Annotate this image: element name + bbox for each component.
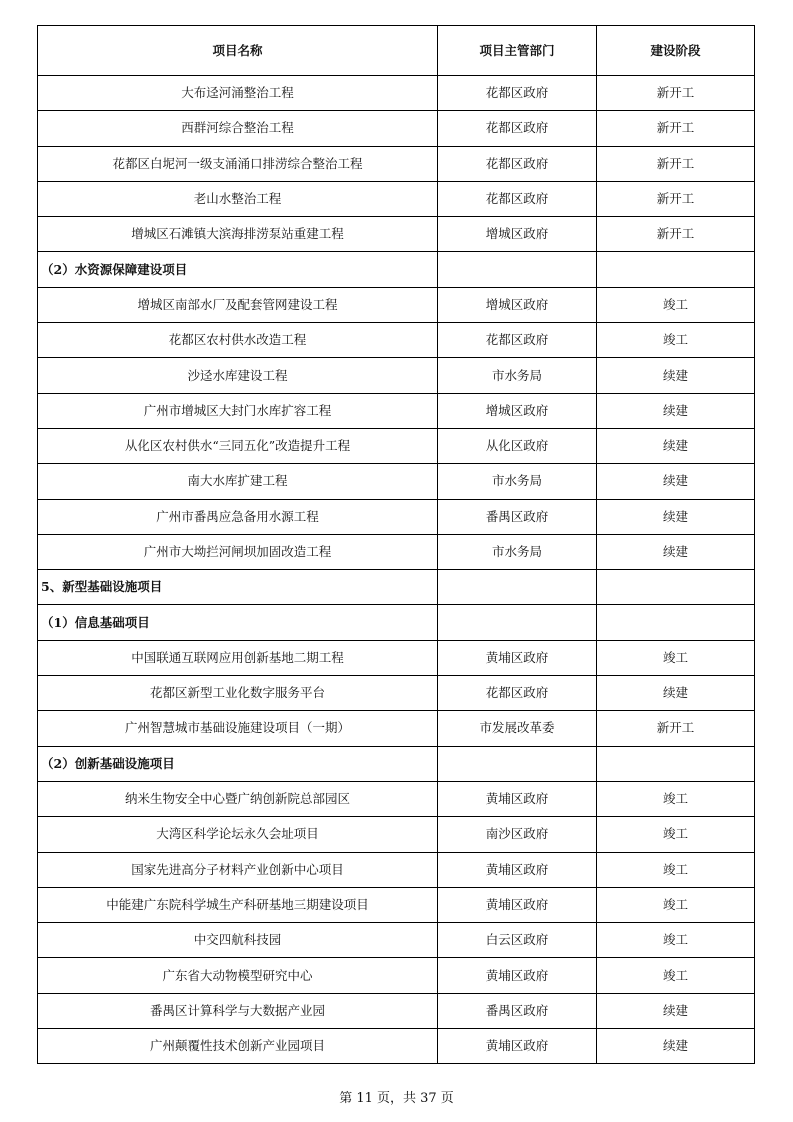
stage-cell: 竣工 xyxy=(597,781,755,816)
table-body xyxy=(38,76,755,1064)
project-name-cell: 纳米生物安全中心暨广纳创新院总部园区 xyxy=(38,781,438,816)
stage-cell: 新开工 xyxy=(597,76,755,111)
stage-cell: 续建 xyxy=(597,393,755,428)
empty-cell xyxy=(597,605,755,640)
stage-cell: 续建 xyxy=(597,993,755,1028)
table-row xyxy=(38,181,755,216)
stage-cell: 续建 xyxy=(597,534,755,569)
project-name-cell: 中能建广东院科学城生产科研基地三期建设项目 xyxy=(38,887,438,922)
table-row xyxy=(38,358,755,393)
table-row xyxy=(38,781,755,816)
empty-cell xyxy=(438,746,597,781)
stage-cell: 竣工 xyxy=(597,640,755,675)
project-name-cell: 花都区农村供水改造工程 xyxy=(38,323,438,358)
stage-cell: 新开工 xyxy=(597,181,755,216)
stage-cell: 新开工 xyxy=(597,146,755,181)
table-row xyxy=(38,393,755,428)
section-title: 5、新型基础设施项目 xyxy=(38,570,438,605)
department-cell: 黄埔区政府 xyxy=(438,852,597,887)
project-name-cell: 南大水库扩建工程 xyxy=(38,464,438,499)
project-name-cell: 增城区南部水厂及配套管网建设工程 xyxy=(38,287,438,322)
stage-cell: 竣工 xyxy=(597,287,755,322)
empty-cell xyxy=(438,605,597,640)
project-table-container xyxy=(37,25,754,1064)
table-row xyxy=(38,146,755,181)
table-row xyxy=(38,287,755,322)
project-name-cell: 广州颠覆性技术创新产业园项目 xyxy=(38,1029,438,1064)
section-title: （2）水资源保障建设项目 xyxy=(38,252,438,287)
department-cell: 番禺区政府 xyxy=(438,993,597,1028)
project-name-cell: 广州市增城区大封门水库扩容工程 xyxy=(38,393,438,428)
stage-cell: 续建 xyxy=(597,499,755,534)
table-row xyxy=(38,993,755,1028)
department-cell: 市水务局 xyxy=(438,464,597,499)
department-cell: 增城区政府 xyxy=(438,217,597,252)
table-row xyxy=(38,676,755,711)
table-row xyxy=(38,852,755,887)
department-cell: 花都区政府 xyxy=(438,181,597,216)
table-row xyxy=(38,76,755,111)
stage-cell: 竣工 xyxy=(597,958,755,993)
section-row xyxy=(38,605,755,640)
empty-cell xyxy=(597,746,755,781)
section-title: （2）创新基础设施项目 xyxy=(38,746,438,781)
header-department: 项目主管部门 xyxy=(438,26,597,76)
project-name-cell: 增城区石滩镇大滨海排涝泵站重建工程 xyxy=(38,217,438,252)
table-row xyxy=(38,711,755,746)
table-row xyxy=(38,887,755,922)
project-name-cell: 广州智慧城市基础设施建设项目（一期） xyxy=(38,711,438,746)
department-cell: 黄埔区政府 xyxy=(438,781,597,816)
table-row xyxy=(38,817,755,852)
project-name-cell: 花都区白坭河一级支涌涌口排涝综合整治工程 xyxy=(38,146,438,181)
department-cell: 花都区政府 xyxy=(438,111,597,146)
stage-cell: 续建 xyxy=(597,1029,755,1064)
project-table xyxy=(37,25,755,1064)
department-cell: 市水务局 xyxy=(438,534,597,569)
project-name-cell: 中交四航科技园 xyxy=(38,923,438,958)
stage-cell: 竣工 xyxy=(597,817,755,852)
table-header-row xyxy=(38,26,755,76)
project-name-cell: 中国联通互联网应用创新基地二期工程 xyxy=(38,640,438,675)
section-row xyxy=(38,570,755,605)
department-cell: 南沙区政府 xyxy=(438,817,597,852)
project-name-cell: 西群河综合整治工程 xyxy=(38,111,438,146)
project-name-cell: 花都区新型工业化数字服务平台 xyxy=(38,676,438,711)
table-row xyxy=(38,640,755,675)
department-cell: 黄埔区政府 xyxy=(438,958,597,993)
department-cell: 黄埔区政府 xyxy=(438,887,597,922)
department-cell: 黄埔区政府 xyxy=(438,640,597,675)
project-name-cell: 广州市番禺应急备用水源工程 xyxy=(38,499,438,534)
project-name-cell: 番禺区计算科学与大数据产业园 xyxy=(38,993,438,1028)
project-name-cell: 沙迳水库建设工程 xyxy=(38,358,438,393)
department-cell: 花都区政府 xyxy=(438,146,597,181)
table-row xyxy=(38,499,755,534)
header-stage: 建设阶段 xyxy=(597,26,755,76)
stage-cell: 新开工 xyxy=(597,711,755,746)
project-name-cell: 国家先进高分子材料产业创新中心项目 xyxy=(38,852,438,887)
department-cell: 花都区政府 xyxy=(438,676,597,711)
page-number: 第 11 页，共 37 页 xyxy=(339,1091,454,1106)
department-cell: 白云区政府 xyxy=(438,923,597,958)
stage-cell: 新开工 xyxy=(597,217,755,252)
department-cell: 花都区政府 xyxy=(438,323,597,358)
stage-cell: 续建 xyxy=(597,464,755,499)
empty-cell xyxy=(597,252,755,287)
empty-cell xyxy=(597,570,755,605)
department-cell: 市水务局 xyxy=(438,358,597,393)
stage-cell: 续建 xyxy=(597,676,755,711)
project-name-cell: 广州市大坳拦河闸坝加固改造工程 xyxy=(38,534,438,569)
section-row xyxy=(38,252,755,287)
stage-cell: 竣工 xyxy=(597,923,755,958)
section-row xyxy=(38,746,755,781)
project-name-cell: 从化区农村供水“三同五化”改造提升工程 xyxy=(38,428,438,463)
table-row xyxy=(38,1029,755,1064)
project-name-cell: 广东省大动物模型研究中心 xyxy=(38,958,438,993)
stage-cell: 新开工 xyxy=(597,111,755,146)
table-row xyxy=(38,428,755,463)
department-cell: 从化区政府 xyxy=(438,428,597,463)
table-row xyxy=(38,111,755,146)
header-project-name: 项目名称 xyxy=(38,26,438,76)
stage-cell: 竣工 xyxy=(597,852,755,887)
empty-cell xyxy=(438,570,597,605)
table-row xyxy=(38,323,755,358)
department-cell: 番禺区政府 xyxy=(438,499,597,534)
table-row xyxy=(38,534,755,569)
empty-cell xyxy=(438,252,597,287)
table-row xyxy=(38,217,755,252)
department-cell: 增城区政府 xyxy=(438,393,597,428)
project-name-cell: 大湾区科学论坛永久会址项目 xyxy=(38,817,438,852)
department-cell: 增城区政府 xyxy=(438,287,597,322)
department-cell: 花都区政府 xyxy=(438,76,597,111)
stage-cell: 续建 xyxy=(597,428,755,463)
project-name-cell: 老山水整治工程 xyxy=(38,181,438,216)
stage-cell: 竣工 xyxy=(597,887,755,922)
section-title: （1）信息基础项目 xyxy=(38,605,438,640)
department-cell: 黄埔区政府 xyxy=(438,1029,597,1064)
project-name-cell: 大布迳河涌整治工程 xyxy=(38,76,438,111)
stage-cell: 竣工 xyxy=(597,323,755,358)
stage-cell: 续建 xyxy=(597,358,755,393)
table-row xyxy=(38,464,755,499)
table-row xyxy=(38,923,755,958)
department-cell: 市发展改革委 xyxy=(438,711,597,746)
table-row xyxy=(38,958,755,993)
